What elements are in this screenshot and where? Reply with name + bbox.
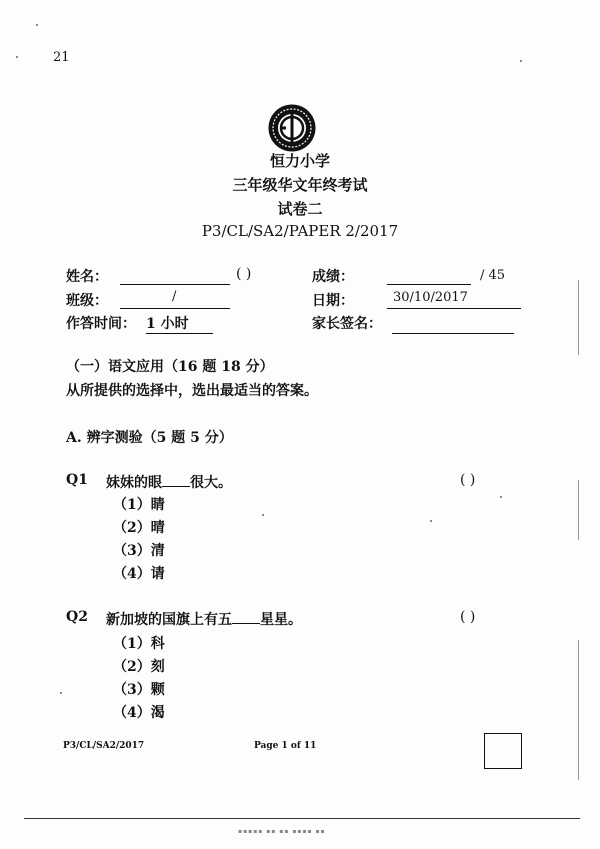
question-1-blank <box>162 474 190 487</box>
question-2-option-3: （3）颗 <box>113 682 165 698</box>
question-2-stem <box>106 609 302 629</box>
question-1-option-2: （2）晴 <box>113 520 165 536</box>
question-2-option-1: （1）科 <box>113 636 165 652</box>
footer-code: P3/CL/SA2/2017 <box>63 741 145 751</box>
part-a-title: A. 辨字测验（5 题 5 分） <box>66 430 233 446</box>
scan-speck <box>430 520 432 522</box>
question-2-text-before: 新加坡的国旗上有五 <box>106 612 232 628</box>
time-value: 1 小时 <box>146 313 213 334</box>
question-2-option-2: （2）刻 <box>113 659 165 675</box>
scan-edge-line <box>578 280 579 355</box>
question-2-number: Q2 <box>66 609 88 625</box>
score-total: / 45 <box>480 268 506 283</box>
school-name: 恒力小学 <box>269 152 330 170</box>
scan-speck <box>16 56 18 58</box>
section-instruction: 从所提供的选择中，选出最适当的答案。 <box>66 383 318 399</box>
scan-speck <box>262 514 264 516</box>
name-field[interactable] <box>120 268 230 285</box>
scan-speck <box>60 692 62 694</box>
question-2-answer-box[interactable]: ( ) <box>460 609 476 625</box>
page-score-box[interactable] <box>484 733 522 769</box>
question-1-option-4: （4）请 <box>113 566 165 582</box>
footer-page: Page 1 of 11 <box>254 741 317 751</box>
time-label: 作答时间： <box>66 316 136 332</box>
question-1-text-before: 妹妹的眼 <box>106 475 162 491</box>
parent-signature-label: 家长签名： <box>312 316 382 332</box>
question-1-answer-box[interactable]: ( ) <box>460 472 476 488</box>
question-1-option-1: （1）睛 <box>113 497 165 513</box>
scan-noise: ▪▪▪▪▪ ▪▪ ▪▪ ▪▪▪▪ ▪▪ <box>238 828 326 835</box>
date-value: 30/10/2017 <box>393 290 468 305</box>
date-label: 日期： <box>312 293 354 309</box>
class-label: 班级： <box>66 293 108 309</box>
score-field[interactable] <box>387 268 471 285</box>
index-number-field[interactable]: ( ) <box>236 266 252 282</box>
question-2-text-after: 星星。 <box>260 612 302 628</box>
scan-speck <box>36 24 38 26</box>
parent-signature-field[interactable] <box>392 317 514 334</box>
question-1-stem <box>106 472 232 492</box>
name-label: 姓名： <box>66 269 108 285</box>
paper-title: 试卷二 <box>277 200 323 218</box>
section-title: （一）语文应用（16 题 18 分） <box>66 359 274 375</box>
class-value: / <box>172 289 177 304</box>
question-1-text-after: 很大。 <box>190 475 232 491</box>
scan-speck <box>500 496 502 498</box>
bottom-rule <box>24 818 580 819</box>
score-label: 成绩： <box>312 269 354 285</box>
scan-speck <box>520 60 522 62</box>
page-number: 21 <box>53 50 70 65</box>
school-logo-icon <box>267 103 317 153</box>
question-1-option-3: （3）清 <box>113 543 165 559</box>
question-2-blank <box>232 611 260 624</box>
exam-title: 三年级华文年终考试 <box>232 176 368 194</box>
paper-code: P3/CL/SA2/PAPER 2/2017 <box>201 222 399 240</box>
scan-edge-line <box>578 640 579 780</box>
question-1-number: Q1 <box>66 472 88 488</box>
question-2-option-4: （4）渴 <box>113 705 165 721</box>
scan-edge-line <box>578 480 579 540</box>
